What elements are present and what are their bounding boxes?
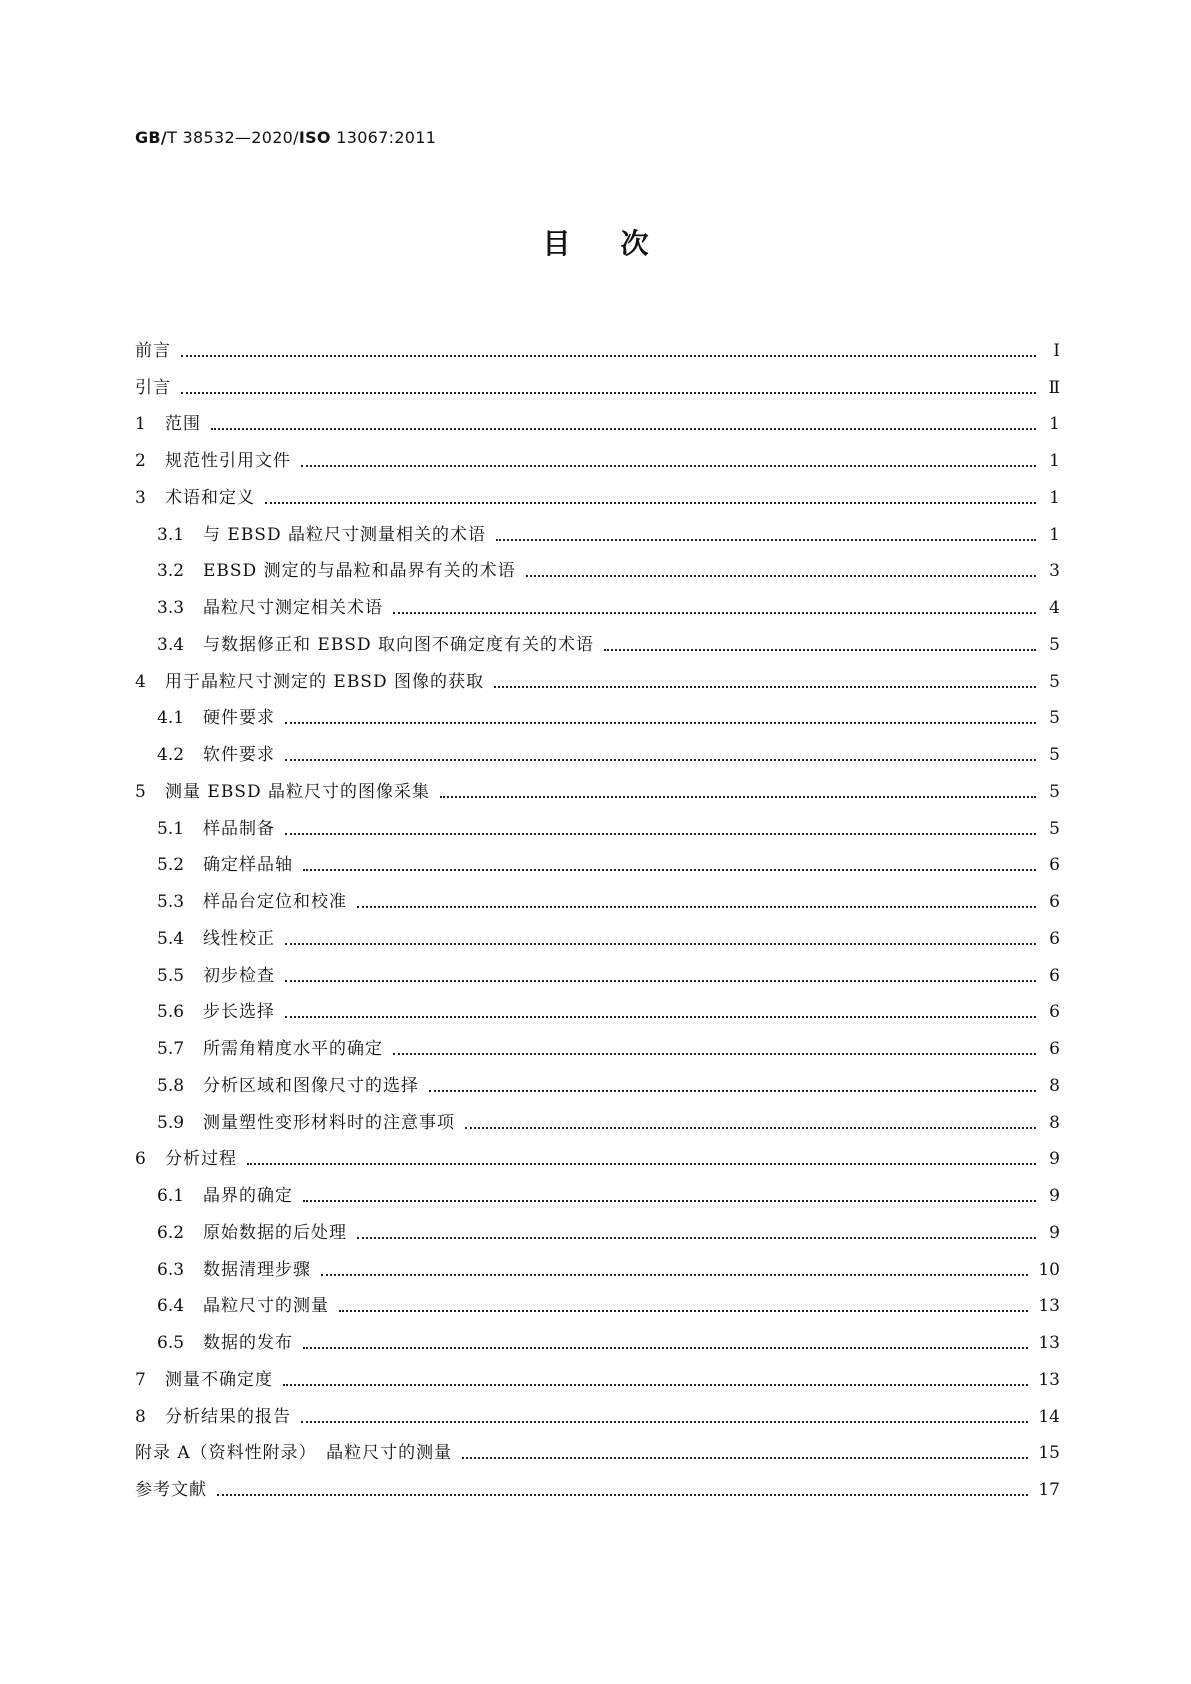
toc-entry-label[interactable]: 测量 EBSD 晶粒尺寸的图像采集 xyxy=(165,781,430,802)
toc-entry-label[interactable]: 晶粒尺寸测定相关术语 xyxy=(203,598,383,618)
toc-entry[interactable] xyxy=(135,1316,1060,1353)
toc-entry-label[interactable]: 数据清理步骤 xyxy=(203,1259,311,1280)
toc-entry[interactable] xyxy=(135,1133,1060,1170)
toc-entry-page: Ⅰ xyxy=(1053,340,1060,361)
toc-entry-number: 3.4 xyxy=(157,634,185,655)
toc-entry-number: 3.1 xyxy=(157,524,185,545)
table-of-contents xyxy=(135,324,1060,1500)
toc-entry-label[interactable]: 用于晶粒尺寸测定的 EBSD 图像的获取 xyxy=(165,671,484,692)
toc-entry-number: 6.2 xyxy=(157,1222,185,1243)
toc-dot-leader xyxy=(285,980,1036,982)
toc-entry-number: 6.5 xyxy=(157,1333,185,1353)
toc-entry[interactable] xyxy=(135,728,1060,765)
toc-entry-number: 5.6 xyxy=(157,1002,185,1023)
toc-entry-label[interactable]: 软件要求 xyxy=(203,745,275,765)
toc-dot-leader xyxy=(211,428,1036,430)
toc-entry[interactable] xyxy=(135,1463,1060,1500)
toc-entry-label[interactable]: 样品台定位和校准 xyxy=(203,892,347,912)
toc-entry-label[interactable]: 原始数据的后处理 xyxy=(203,1222,347,1243)
toc-entry[interactable] xyxy=(135,508,1060,545)
toc-entry[interactable] xyxy=(135,1390,1060,1427)
toc-entry-number: 4.2 xyxy=(157,745,185,765)
toc-entry-label[interactable]: 与数据修正和 EBSD 取向图不确定度有关的术语 xyxy=(203,634,594,655)
toc-entry-label[interactable]: 范围 xyxy=(165,414,201,435)
toc-dot-leader xyxy=(494,686,1036,688)
toc-entry-label[interactable]: 与 EBSD 晶粒尺寸测量相关的术语 xyxy=(203,524,486,545)
toc-entry[interactable] xyxy=(135,839,1060,876)
toc-entry-number: 3.2 xyxy=(157,561,185,582)
toc-entry-number: 3 xyxy=(135,487,146,508)
toc-dot-leader xyxy=(247,1163,1036,1165)
toc-entry-page: 1 xyxy=(1049,451,1060,471)
toc-entry-number: 8 xyxy=(135,1406,146,1427)
toc-entry-label[interactable]: 线性校正 xyxy=(203,928,275,949)
toc-entry[interactable] xyxy=(135,471,1060,508)
toc-entry[interactable] xyxy=(135,802,1060,839)
toc-entry-page: 17 xyxy=(1038,1480,1060,1500)
toc-entry-page: 13 xyxy=(1038,1296,1060,1317)
document-code-number: T 38532—2020/ xyxy=(167,128,299,147)
toc-entry-number: 6.3 xyxy=(157,1259,185,1280)
toc-entry-page: 1 xyxy=(1049,487,1060,508)
toc-dot-leader xyxy=(526,575,1036,577)
toc-entry-page: 1 xyxy=(1049,414,1060,435)
toc-entry-page: 5 xyxy=(1049,745,1060,765)
toc-dot-leader xyxy=(429,1090,1036,1092)
toc-dot-leader xyxy=(604,649,1036,651)
toc-entry-label[interactable]: 测量塑性变形材料时的注意事项 xyxy=(203,1112,455,1133)
toc-entry-number: 5.3 xyxy=(157,892,185,912)
toc-dot-leader xyxy=(393,1053,1036,1055)
toc-entry[interactable] xyxy=(135,1169,1060,1206)
toc-dot-leader xyxy=(181,392,1036,394)
toc-entry-label[interactable]: 引言 xyxy=(135,377,171,398)
toc-dot-leader xyxy=(303,1200,1036,1202)
toc-entry[interactable] xyxy=(135,1022,1060,1059)
toc-entry-number: 5.9 xyxy=(157,1112,185,1133)
toc-entry[interactable] xyxy=(135,765,1060,802)
toc-entry[interactable] xyxy=(135,1280,1060,1317)
toc-entry-page: 6 xyxy=(1049,1002,1060,1023)
toc-dot-leader xyxy=(321,1274,1028,1276)
toc-entry[interactable] xyxy=(135,1059,1060,1096)
toc-entry-label[interactable]: 晶粒尺寸的测量 xyxy=(203,1296,329,1317)
toc-dot-leader xyxy=(217,1494,1028,1496)
toc-entry[interactable] xyxy=(135,1427,1060,1464)
toc-entry-page: 13 xyxy=(1038,1369,1060,1390)
toc-dot-leader xyxy=(301,465,1036,467)
toc-entry-label[interactable]: 前言 xyxy=(135,340,171,361)
toc-entry-label[interactable]: 分析区域和图像尺寸的选择 xyxy=(203,1075,419,1096)
page-title: 目次 xyxy=(542,227,699,260)
toc-entry-label[interactable]: 硬件要求 xyxy=(203,708,275,729)
toc-entry-number: 5.7 xyxy=(157,1039,185,1059)
toc-entry-number: 5.1 xyxy=(157,818,185,839)
toc-entry-page: 15 xyxy=(1038,1443,1060,1464)
toc-entry-page: 3 xyxy=(1049,561,1060,582)
toc-dot-leader xyxy=(496,539,1036,541)
toc-entry-label[interactable]: 数据的发布 xyxy=(203,1333,293,1353)
toc-entry-label[interactable]: 附录 A（资料性附录） 晶粒尺寸的测量 xyxy=(135,1443,453,1464)
toc-dot-leader xyxy=(285,943,1036,945)
toc-dot-leader xyxy=(285,722,1036,724)
toc-entry-number: 6.4 xyxy=(157,1296,185,1317)
toc-entry-label[interactable]: 步长选择 xyxy=(203,1002,275,1023)
toc-entry-label[interactable]: 分析结果的报告 xyxy=(165,1406,291,1427)
toc-entry-label[interactable]: 测量不确定度 xyxy=(165,1369,273,1390)
toc-entry-number: 2 xyxy=(135,451,146,471)
toc-entry-page: 9 xyxy=(1049,1222,1060,1243)
toc-dot-leader xyxy=(357,1237,1036,1239)
toc-entry-page: 5 xyxy=(1049,671,1060,692)
toc-entry-page: 6 xyxy=(1049,855,1060,876)
toc-dot-leader xyxy=(339,1310,1028,1312)
toc-dot-leader xyxy=(440,796,1036,798)
toc-entry[interactable] xyxy=(135,618,1060,655)
toc-entry-number: 6 xyxy=(135,1149,146,1170)
toc-entry[interactable] xyxy=(135,949,1060,986)
toc-entry-label[interactable]: 术语和定义 xyxy=(165,487,255,508)
toc-entry-number: 7 xyxy=(135,1369,146,1390)
toc-entry-number: 5.5 xyxy=(157,965,185,986)
toc-entry-number: 4.1 xyxy=(157,708,185,729)
toc-dot-leader xyxy=(393,612,1036,614)
toc-entry[interactable] xyxy=(135,581,1060,618)
toc-entry[interactable] xyxy=(135,1243,1060,1280)
toc-entry-page: Ⅱ xyxy=(1048,377,1060,398)
toc-entry[interactable] xyxy=(135,324,1060,361)
toc-dot-leader xyxy=(465,1127,1036,1129)
toc-entry[interactable] xyxy=(135,434,1060,471)
toc-dot-leader xyxy=(303,1347,1028,1349)
toc-entry-label[interactable]: 样品制备 xyxy=(203,818,275,839)
toc-dot-leader xyxy=(301,1421,1028,1423)
toc-entry-number: 5.4 xyxy=(157,928,185,949)
toc-dot-leader xyxy=(283,1384,1028,1386)
toc-entry-number: 6.1 xyxy=(157,1186,185,1206)
toc-entry-page: 6 xyxy=(1049,928,1060,949)
toc-entry[interactable] xyxy=(135,912,1060,949)
document-code-prefix: GB/ xyxy=(135,128,168,147)
toc-entry-page: 5 xyxy=(1049,634,1060,655)
iso-prefix: ISO xyxy=(298,128,331,147)
toc-entry[interactable] xyxy=(135,875,1060,912)
toc-entry[interactable] xyxy=(135,655,1060,692)
toc-entry-page: 6 xyxy=(1049,1039,1060,1059)
toc-entry-page: 10 xyxy=(1038,1259,1060,1280)
toc-entry-label[interactable]: 分析过程 xyxy=(165,1149,237,1170)
document-code xyxy=(135,128,436,147)
toc-entry-number: 4 xyxy=(135,671,146,692)
toc-entry[interactable] xyxy=(135,1096,1060,1133)
toc-entry-page: 13 xyxy=(1038,1333,1060,1353)
toc-entry[interactable] xyxy=(135,1206,1060,1243)
toc-entry-page: 5 xyxy=(1049,781,1060,802)
toc-dot-leader xyxy=(285,759,1036,761)
toc-entry-label[interactable]: EBSD 测定的与晶粒和晶界有关的术语 xyxy=(203,561,516,582)
toc-entry-label[interactable]: 确定样品轴 xyxy=(203,855,293,876)
toc-entry-page: 14 xyxy=(1038,1406,1060,1427)
toc-entry-page: 5 xyxy=(1049,708,1060,729)
toc-entry[interactable] xyxy=(135,692,1060,729)
toc-entry-page: 6 xyxy=(1049,892,1060,912)
toc-entry-label[interactable]: 参考文献 xyxy=(135,1480,207,1500)
toc-dot-leader xyxy=(181,355,1036,357)
toc-entry-label[interactable]: 晶界的确定 xyxy=(203,1186,293,1206)
toc-entry[interactable] xyxy=(135,398,1060,435)
toc-dot-leader xyxy=(285,1016,1036,1018)
toc-entry[interactable] xyxy=(135,1353,1060,1390)
toc-dot-leader xyxy=(303,869,1036,871)
toc-entry-number: 5 xyxy=(135,781,146,802)
toc-entry-page: 9 xyxy=(1049,1186,1060,1206)
toc-entry-number: 1 xyxy=(135,414,146,435)
iso-number: 13067:2011 xyxy=(330,128,437,147)
toc-entry[interactable] xyxy=(135,545,1060,582)
toc-entry-page: 6 xyxy=(1049,965,1060,986)
toc-entry-page: 5 xyxy=(1049,818,1060,839)
toc-entry[interactable] xyxy=(135,361,1060,398)
toc-entry-label[interactable]: 初步检查 xyxy=(203,965,275,986)
toc-dot-leader xyxy=(265,502,1036,504)
toc-entry-page: 4 xyxy=(1049,598,1060,618)
toc-entry-number: 3.3 xyxy=(157,598,185,618)
toc-entry-page: 8 xyxy=(1049,1112,1060,1133)
toc-entry[interactable] xyxy=(135,986,1060,1023)
toc-dot-leader xyxy=(462,1457,1028,1459)
toc-entry-number: 5.8 xyxy=(157,1075,185,1096)
toc-entry-label[interactable]: 所需角精度水平的确定 xyxy=(203,1039,383,1059)
toc-dot-leader xyxy=(285,833,1036,835)
toc-entry-page: 8 xyxy=(1049,1075,1060,1096)
toc-dot-leader xyxy=(357,906,1036,908)
toc-entry-number: 5.2 xyxy=(157,855,185,876)
toc-entry-page: 1 xyxy=(1049,524,1060,545)
toc-entry-page: 9 xyxy=(1049,1149,1060,1170)
toc-entry-label[interactable]: 规范性引用文件 xyxy=(165,451,291,471)
